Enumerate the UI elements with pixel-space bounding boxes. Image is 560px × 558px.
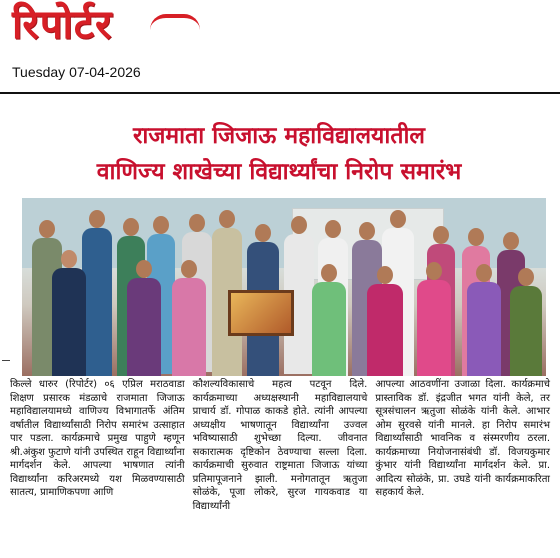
person-head — [325, 220, 341, 238]
article-column-2: कौशल्यविकासाचे महत्व पटवून दिले. कार्यक्रमाच्या अध्यक्षस्थानी महाविद्यालयाचे प्राचार्य डॉ. गोपाळ काकडे होते. त्यांनी आपल्या अध्यक्षीय भाषणातून विद्यार्थ्यांना उज्वल भविष्यासाठी शुभेच्छा दिल्या. जीवनात सकारात्मक दृष्टिकोन ठेवण्याचा सल्ला दिला. कार्यक्रमाची सुरुवात राष्ट्रमाता जिजाऊ यांच्या प्रतिमापूजनाने झाली. मनोगतातून ऋतुजा सोळंके, पूजा लोकरे, सुरज गायकवाड या विद्यार्थ्यांनी — [192, 379, 368, 512]
person — [172, 278, 206, 376]
headline-box — [10, 112, 548, 200]
person-head — [503, 232, 519, 250]
person-head — [219, 210, 235, 228]
person-head — [291, 216, 307, 234]
person-head — [123, 218, 139, 236]
person-head — [255, 224, 271, 242]
person — [52, 268, 86, 376]
person-head — [433, 226, 449, 244]
group-photo — [22, 198, 546, 376]
person-head — [321, 264, 337, 282]
article-body — [10, 378, 550, 554]
logo-swash-decoration — [150, 14, 200, 30]
person-head — [61, 250, 77, 268]
person-head — [476, 264, 492, 282]
person-head — [39, 220, 55, 238]
person-head — [359, 222, 375, 240]
article-column-1: किल्ले धारुर (रिपोर्टर) ०६ एप्रिल मराठवाडा शिक्षण प्रसारक मंडळाचे राजमाता जिजाऊ महाविद्यालयामध्ये वाणिज्य विभागातर्फे अंतिम वर्षातील विद्यार्थ्यांसाठी निरोप समारंभ उत्साहात पार पडला. कार्यक्रमाचे प्रमुख पाहुणे म्हणून श्री.अंकुश फुटाणे यांनी उपस्थित राहून विद्यार्थ्यांना मार्गदर्शन केले. आपल्या भाषणात त्यांनी विद्यार्थ्यांना करिअरमध्ये यश मिळवण्यासाठी सातत्य, प्रामाणिकपणा आणि — [10, 379, 185, 498]
person — [312, 282, 346, 376]
headline-line-2: वाणिज्य शाखेच्या विद्यार्थ्यांचा निरोप समारंभ — [96, 159, 462, 185]
person — [82, 228, 112, 376]
person-head — [390, 210, 406, 228]
headline — [10, 112, 548, 190]
person — [127, 278, 161, 376]
person-head — [89, 210, 105, 228]
article-column-3: आपल्या आठवणींना उजाळा दिला. कार्यक्रमाचे प्रास्ताविक डॉ. इंद्रजीत भगत यांनी केले, तर सूत्रसंचालन ऋतुजा सोळंके यांनी केले. आभार ओम सुरवसे यांनी मानले. हा निरोप समारंभ विद्यार्थ्यांसाठी भावनिक व संस्मरणीय ठरला. कार्यक्रमाच्या नियोजनासंबंधी डॉ. विजयकुमार कुंभार यांनी विद्यार्थ्यांना मार्गदर्शन केले. प्रा. आदित्य सोळंके, प्रा. उघडे यांनी कार्यक्रमाकरिता सहकार्य केले. — [375, 379, 550, 498]
person-head — [189, 214, 205, 232]
person — [510, 286, 542, 376]
person-head — [153, 216, 169, 234]
headline-line-1: राजमाता जिजाऊ महाविद्यालयातील — [133, 123, 425, 149]
person-head — [136, 260, 152, 278]
person-head — [518, 268, 534, 286]
person-head — [468, 228, 484, 246]
person-head — [426, 262, 442, 280]
column-margin-mark — [2, 360, 10, 361]
masthead — [0, 0, 560, 92]
framed-portrait — [228, 290, 294, 336]
person — [417, 280, 451, 376]
person-head — [181, 260, 197, 278]
masthead-divider — [0, 92, 560, 94]
publication-date: Tuesday 07-04-2026 — [12, 64, 141, 80]
newspaper-logo: रिपोर्टर — [12, 1, 113, 48]
person — [367, 284, 403, 376]
person-head — [377, 266, 393, 284]
person — [467, 282, 501, 376]
